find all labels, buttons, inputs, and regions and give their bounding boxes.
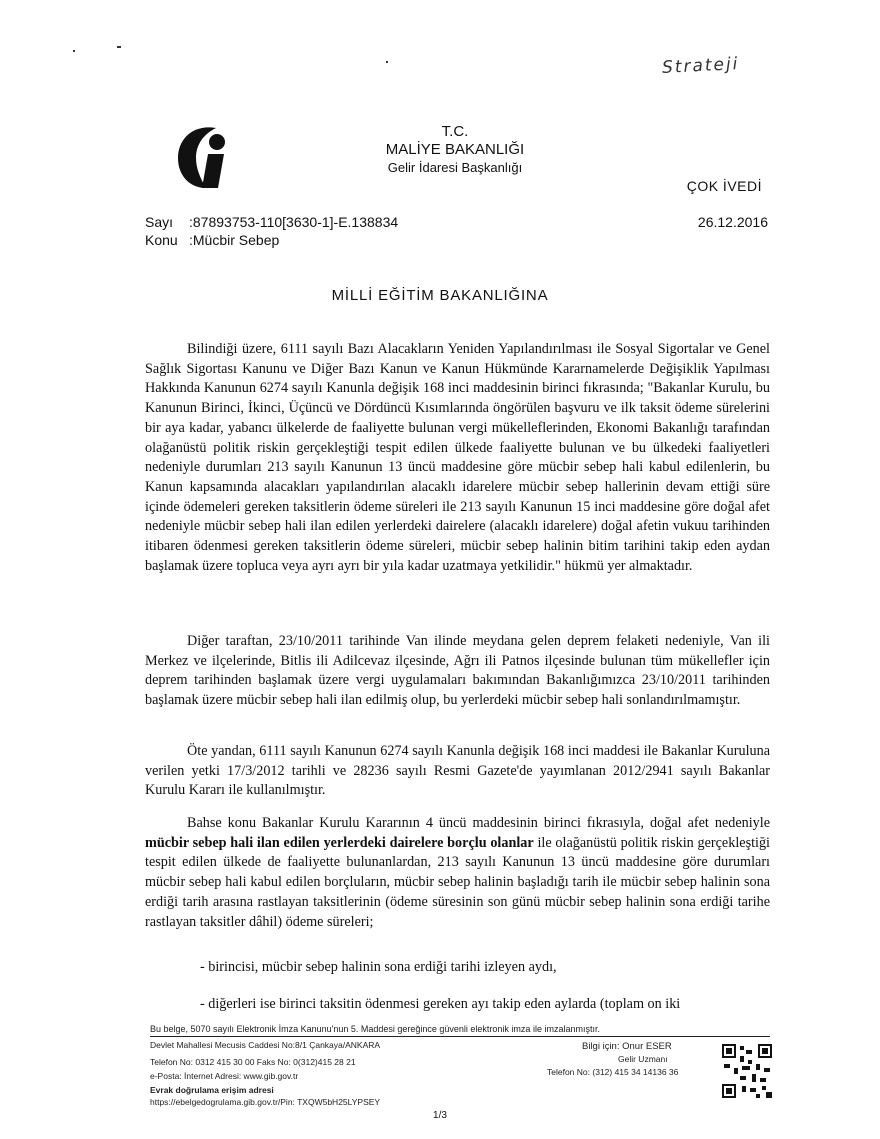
- paragraph-4-end: ile olağanüstü politik riskin gerçekleştiği tespit edilen ülkede de faaliyette bulunanlardan, 213 sayılı Kanunun 13 üncü maddesine göre durumları mücbir sebep hali kabul edilen borçluların, mücbir sebep halinin başladığı tarih ile mücbir sebep halinin sona erdiği tarih arasına rastlayan taksitlerinin (ödeme süresinin son günü mücbir sebep halinin sona erdiği tarihe rastlayan taksitler dâhil) ödeme süreleri;: [145, 834, 771, 930]
- handwritten-note: Strateji: [661, 53, 740, 79]
- konu-line: [145, 232, 279, 248]
- document-date: 26.12.2016: [697, 214, 768, 230]
- header-department: Gelir İdaresi Başkanlığı: [387, 160, 523, 175]
- sayi-value: :87893753-110[3630-1]-E.138834: [189, 214, 399, 230]
- gib-logo: [174, 122, 234, 192]
- qr-code: [722, 1044, 772, 1098]
- bullet-2: - diğerleri ise birinci taksitin ödenmesi gereken ayı takip eden aylarda (toplam on iki: [200, 996, 681, 1012]
- priority-label: ÇOK İVEDİ: [686, 178, 762, 194]
- footer-verify-label: Evrak doğrulama erişim adresi: [150, 1085, 274, 1095]
- paragraph-3: Öte yandan, 6111 sayılı Kanunun 6274 sayılı Kanunla değişik 168 inci maddesi ile Bakanlar Kuruluna verilen yetki 17/3/2012 tarihli ve 28236 sayılı Resmi Gazete'de yayımlanan 2012/2941 sayılı Bakanlar Kurulu Kararı ile kullanılmıştır.: [145, 743, 770, 799]
- recipient: MİLLİ EĞİTİM BAKANLIĞINA: [331, 287, 549, 304]
- signer-title: Gelir Uzmanı: [618, 1054, 668, 1064]
- footer-verify-url: https://ebelgedogrulama.gib.gov.tr/Pin: TXQW5bH25LYPSEY: [150, 1097, 381, 1107]
- signer-phone: Telefon No: (312) 415 34 14136 36: [547, 1067, 679, 1077]
- scan-speck: [117, 46, 121, 48]
- konu-label: Konu: [145, 232, 178, 248]
- signer-name: Bilgi için: Onur ESER: [582, 1041, 672, 1052]
- header-ministry: MALİYE BAKANLIĞI: [385, 141, 525, 158]
- paragraph-2: Diğer taraftan, 23/10/2011 tarihinde Van ilinde meydana gelen deprem felaketi nedeniyle, Van ili Merkez ve ilçelerinde, Bitlis ili Adilcevaz ilçesinde, Ağrı ili Patnos ilçesinde bulunan tüm mükellefler için deprem tarihinden başlamak üzere vergi uygulamaları bakımından Bakanlığımızca 23/10/2011 tarihinden başlamak üzere mücbir sebep hali ilan edilmiş olup, bu yerlerdeki mücbir sebep hali sonlandırılmamıştır.: [145, 633, 770, 709]
- page-number: 1/3: [433, 1110, 447, 1121]
- footer-email: e-Posta: İnternet Adresi: www.gib.gov.tr: [150, 1071, 299, 1081]
- konu-value: :Mücbir Sebep: [189, 232, 280, 248]
- scan-speck: [386, 61, 388, 63]
- bullet-1: - birincisi, mücbir sebep halinin sona erdiği tarihi izleyen aydı,: [200, 959, 557, 975]
- sayi-label: Sayı: [145, 214, 174, 230]
- esign-notice: Bu belge, 5070 sayılı Elektronik İmza Kanunu'nun 5. Maddesi gereğince güvenli elektronik imza ile imzalanmıştır.: [150, 1024, 600, 1034]
- paragraph-1: Bilindiği üzere, 6111 sayılı Bazı Alacakların Yeniden Yapılandırılması ile Sosyal Sigortalar ve Genel Sağlık Sigortası Kanunu ve Diğer Bazı Kanun ve Kanun Hükmünde Kararnamelerde Değişiklik Yapılması Hakkında Kanunun 6274 sayılı Kanunla değişik 168 inci maddesinin birinci fıkrasında; "Bakanlar Kurulu, bu Kanunun Birinci, İkinci, Üçüncü ve Dördüncü Kısımlarında öngörülen başvuru ve ilk taksit ödeme sürelerini bir aya kadar, yabancı ülkelerde de faaliyette bulunan vergi mükelleflerinden, Ekonomi Bakanlığı tarafından olağanüstü politik riskin gerçekleştiği tespit edilen ülkede faaliyette bulunan ve bu ülkedeki faaliyetleri nedeniyle durumları 213 sayılı Kanunun 13 üncü maddesine göre mücbir sebep hali kabul edilenlerin, bu Kanun kapsamında alacakları yapılandırılan alacaklı idarelere mücbir sebep hallerinin devam ettiği süre içinde ödemeleri gereken taksitlerin ödeme süreleri ile 213 sayılı Kanunun 15 inci maddesine göre doğal afet nedeniyle mücbir sebep hali ilan edilen yerlerdeki dairelere (alacaklı idarelere) doğal afetin vukuu tarihinden itibaren ödenmesi gereken taksitlerin ödeme süreleri, mücbir sebep halinin bitim tarihini takip eden aydan başlamak üzere topluca veya ayrı ayrı bir yıla kadar uzatmaya yetkilidir." hükmü yer almaktadır.: [145, 341, 770, 574]
- paragraph-4-start: Bahse konu Bakanlar Kurulu Kararının 4 üncü maddesinin birinci fıkrasıyla, doğal afet nedeniyle: [187, 815, 770, 831]
- sayi-line: [145, 214, 398, 230]
- footer-address: Devlet Mahallesi Mecusis Caddesi No:8/1 Çankaya/ANKARA: [150, 1040, 381, 1050]
- footer-rule: [150, 1036, 770, 1037]
- paragraph-4: [145, 814, 770, 932]
- scan-speck: [73, 50, 75, 52]
- header-tc: T.C.: [441, 123, 469, 140]
- footer-phone: Telefon No: 0312 415 30 00 Faks No: 0(312)415 28 21: [150, 1057, 356, 1067]
- paragraph-4-bold: mücbir sebep hali ilan edilen yerlerdeki dairelere borçlu olanlar: [145, 834, 534, 851]
